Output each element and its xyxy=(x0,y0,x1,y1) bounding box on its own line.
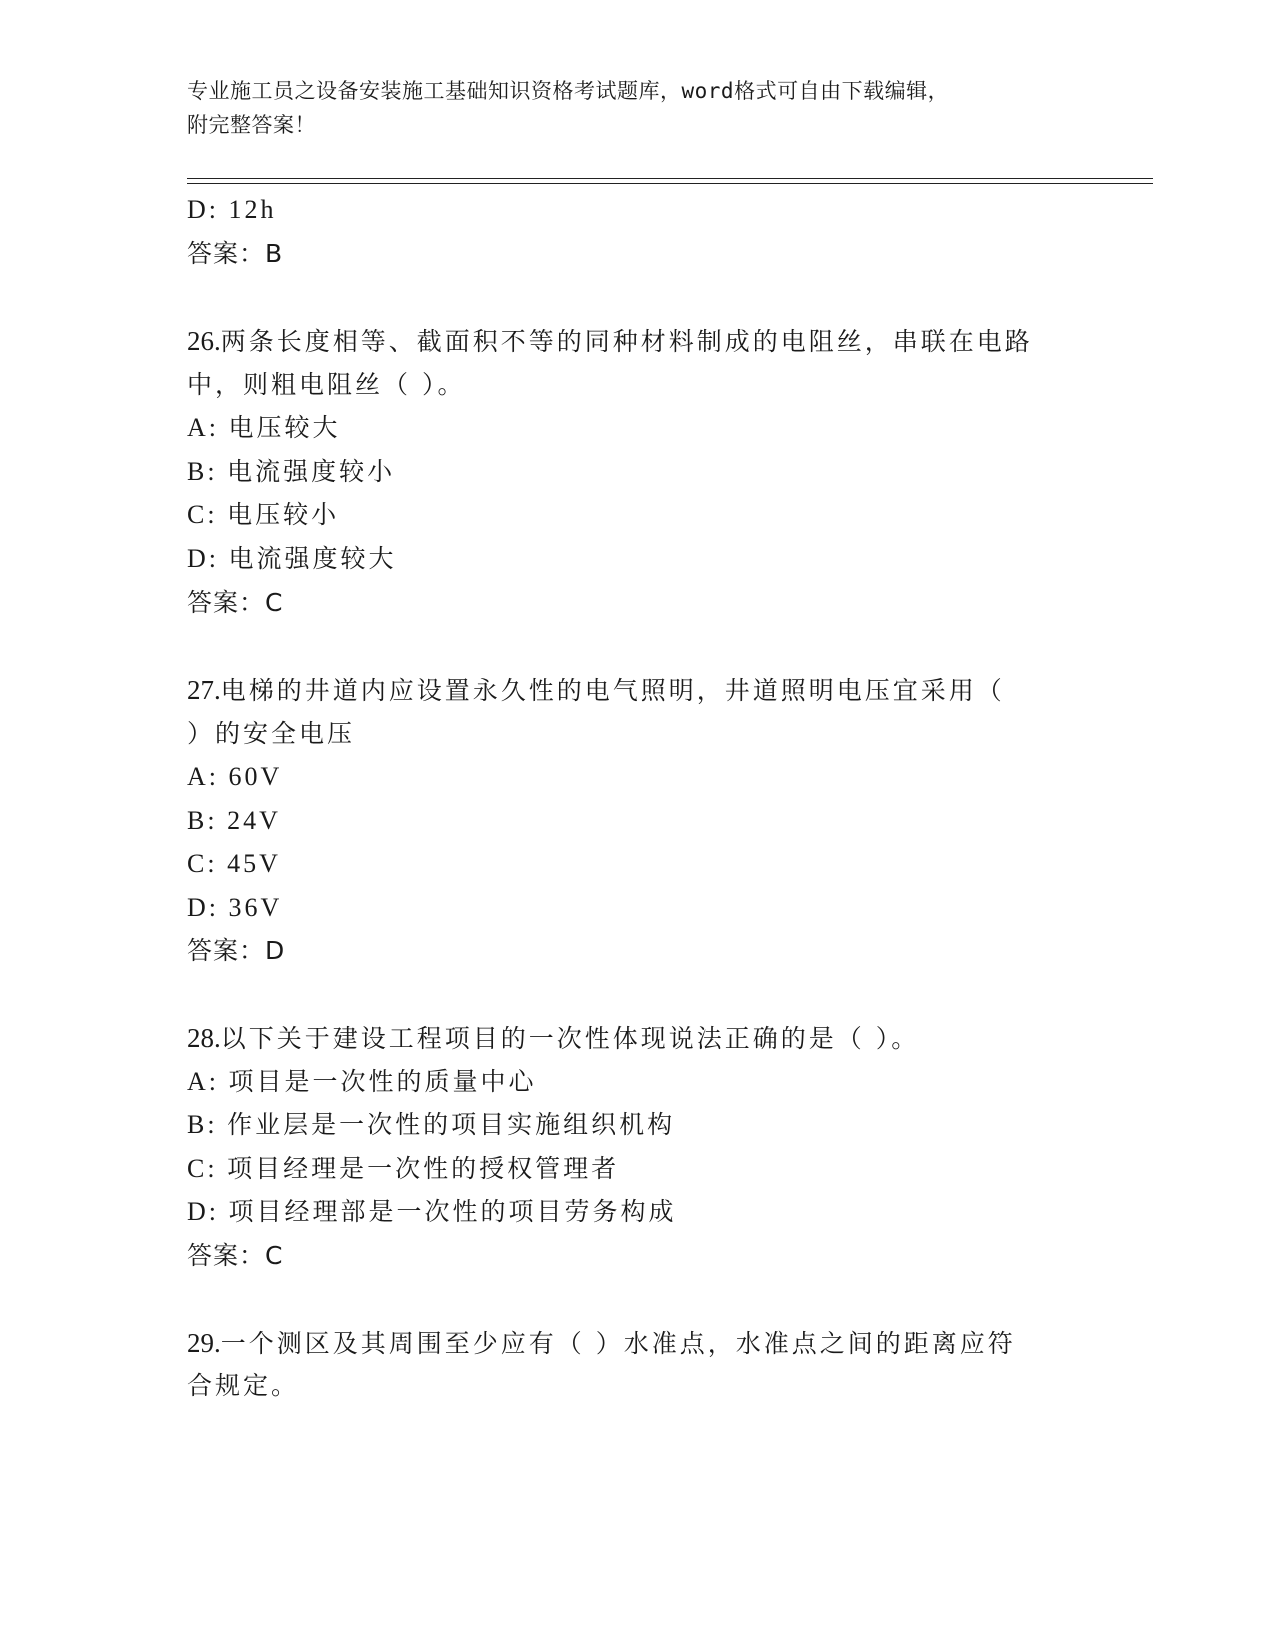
option-text: 36V xyxy=(228,893,283,922)
question-29-stem-line-2: 合规定。 xyxy=(187,1371,300,1400)
option-text: 45V xyxy=(227,849,281,878)
option-label: B: xyxy=(187,457,218,486)
option-text: 电压较小 xyxy=(227,500,340,529)
question-27-stem-line-1 xyxy=(187,675,1005,706)
stem-text: 电梯的井道内应设置永久性的电气照明，井道照明电压宜采用（ xyxy=(220,676,1005,705)
option-label: B: xyxy=(187,806,218,835)
question-28-option-a xyxy=(187,1067,537,1097)
question-27-stem-line-2: ）的安全电压 xyxy=(187,719,356,748)
header-line-2: 附完整答案！ xyxy=(187,113,316,137)
question-28-option-c xyxy=(187,1154,619,1184)
stem-text: 以下关于建设工程项目的一次性体现说法正确的是（ ）。 xyxy=(220,1024,920,1053)
header-line-1: 专业施工员之设备安装施工基础知识资格考试题库，word格式可自由下载编辑， xyxy=(187,79,950,103)
question-26-option-d xyxy=(187,544,397,574)
option-label: C: xyxy=(187,1154,218,1183)
stem-text: 一个测区及其周围至少应有（ ）水准点，水准点之间的距离应符 xyxy=(220,1329,1016,1358)
option-text: 作业层是一次性的项目实施组织机构 xyxy=(227,1110,676,1139)
option-text: 项目经理部是一次性的项目劳务构成 xyxy=(228,1197,677,1226)
question-26-stem-line-2: 中，则粗电阻丝（ ）。 xyxy=(187,370,466,399)
option-text: 电压较大 xyxy=(228,413,341,442)
question-number: 27. xyxy=(187,675,221,705)
stem-text: 两条长度相等、截面积不等的同种材料制成的电阻丝，串联在电路 xyxy=(220,327,1033,356)
question-28-option-b xyxy=(187,1110,675,1140)
question-26-stem-line-1 xyxy=(187,326,1033,357)
prev-option-d xyxy=(187,195,277,225)
prev-answer: 答案：B xyxy=(187,239,284,268)
option-label: C: xyxy=(187,849,218,878)
option-text: 24V xyxy=(227,806,281,835)
option-label: C: xyxy=(187,500,218,529)
header-divider-top xyxy=(187,178,1153,179)
option-label: D: xyxy=(187,544,219,573)
question-27-option-d xyxy=(187,893,282,923)
question-27-option-c xyxy=(187,849,281,879)
question-26-option-c xyxy=(187,500,339,530)
question-28-answer: 答案：C xyxy=(187,1241,284,1270)
question-27-option-b xyxy=(187,806,281,836)
option-label: B: xyxy=(187,1110,218,1139)
question-26-option-b xyxy=(187,457,395,487)
option-text: 电流强度较大 xyxy=(228,544,397,573)
question-28-stem-line-1 xyxy=(187,1023,919,1054)
question-26-answer: 答案：C xyxy=(187,588,284,617)
option-label: A: xyxy=(187,1067,219,1096)
option-label: A: xyxy=(187,413,219,442)
option-text: 60V xyxy=(228,762,283,791)
document-header xyxy=(187,74,1067,142)
option-label: D: xyxy=(187,195,219,224)
option-text: 12h xyxy=(228,195,277,224)
question-29-stem-line-1 xyxy=(187,1328,1016,1359)
header-divider-bottom xyxy=(187,183,1153,184)
question-27-answer: 答案：D xyxy=(187,936,286,965)
question-number: 26. xyxy=(187,326,221,356)
question-number: 28. xyxy=(187,1023,221,1053)
question-28-option-d xyxy=(187,1197,677,1227)
option-text: 电流强度较小 xyxy=(227,457,396,486)
option-text: 项目经理是一次性的授权管理者 xyxy=(227,1154,620,1183)
question-27-option-a xyxy=(187,762,282,792)
option-label: D: xyxy=(187,893,219,922)
question-number: 29. xyxy=(187,1328,221,1358)
option-text: 项目是一次性的质量中心 xyxy=(228,1067,537,1096)
question-26-option-a xyxy=(187,413,341,443)
option-label: D: xyxy=(187,1197,219,1226)
option-label: A: xyxy=(187,762,219,791)
